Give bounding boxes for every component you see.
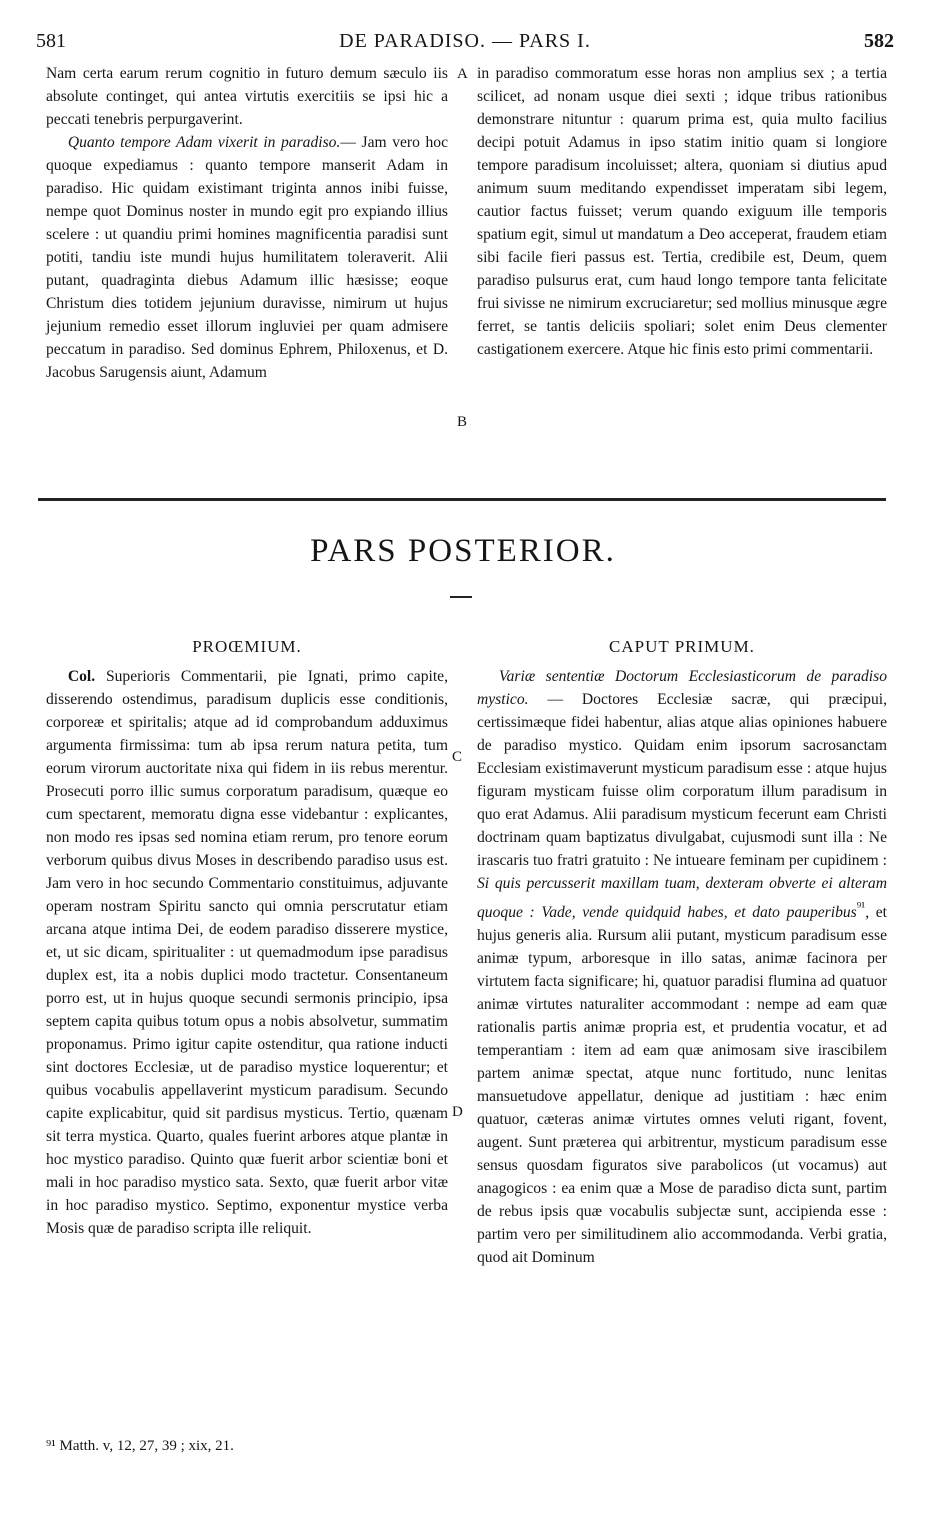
paragraph xyxy=(46,131,448,384)
footnote-reference: ⁹¹ xyxy=(856,899,866,914)
top-left-column xyxy=(46,62,448,384)
divider-rule xyxy=(38,498,886,501)
running-title: DE PARADISO. — PARS I. xyxy=(339,30,591,52)
paragraph-text: , et hujus generis alia. Rursum alii putant, mysticum paradisum esse animæ typum, arboresque in illo satas, animæ facinora per virtutem facta significare; hi, quatuor paradisi flumina ad quatuor animæ virtutes naturaliter accommodant : nempe ad eam quæ rationalis partis animæ propria est, et prudentia vocatur, et ad temperantiam : item ad eam quæ animosam sive irascibilem partem animæ spectat, atque nunc fortitudo, nunc lenitas mansuetudove appellatur, denique ad justitiam : hæc enim quatuor, cæteras animæ virtutes omnes veluti rigant, fovent, augent. Sunt præterea qui arbitrentur, mysticum paradisum esse sensus quosdam figuratos sive parabolicos (ut vocamus) aut anagogicos : ea enim quæ a Mose de paradiso dicta sunt, partim de rebus ipsis quæ vocabulis subjectæ sunt, accipienda esse : partim vero per similitudinem alio accommodanda. Verbi gratia, quod ait Dominum xyxy=(477,904,887,1267)
page-number-left: 581 xyxy=(36,30,66,52)
title-dash xyxy=(450,596,472,598)
paragraph: Nam certa earum rerum cognitio in futuro demum sæculo iis absolute continget, qui antea virtutis exercitiis se ipsi hic a peccati tenebris perpurgaverint. xyxy=(46,65,448,128)
part-title: PARS POSTERIOR. xyxy=(310,533,616,569)
margin-marker-b: B xyxy=(457,414,468,430)
section-heading: Quanto tempore Adam vixerit in paradiso. xyxy=(67,134,341,151)
paragraph-text: — Doctores Ecclesiæ sacræ, qui præcipui, certissimæque fidei habentur, alias atque alias opiniones habuere de paradiso mystico. Quidam enim ipsorum sacrosanctam Ecclesiam existimaverunt mysticum paradisum esse : atque hujus figuram mysticam fuisse olim corporatum illum paradisum in quo erat Adamus. Alii paradisum mysticum fecerunt eam Christi doctrinam quam baptizatus divulgabat, cujusmodi sunt illa : Ne irascaris tuo fratri gratuito : Ne intueare feminam per cupidinem : xyxy=(477,691,887,869)
bottom-left-column xyxy=(46,665,448,1240)
page-number-right: 582 xyxy=(864,30,894,52)
top-right-column xyxy=(477,62,887,361)
bottom-right-column xyxy=(477,665,887,1269)
paragraph-text: — Jam vero hoc quoque expediamus : quanto tempore manserit Adam in paradiso. Hic quidam existimant triginta annos inibi fuisse, nempe quot Dominus noster in mundo egit pro expiando illius scelere : ut quandiu primi homines magnificentia paradisi sunt potiti, tandiu iste mundi hujus humilitatem toleraverit. Alii putant, quadraginta diebus Adamum illic hæsisse; eoque Christum dies totidem jejunium duravisse, nimirum ut hujus jejunium remedio esset illorum ingluviei per quam admisere peccatum in paradiso. Sed dominus Ephrem, Philoxenus, et D. Jacobus Sarugensis aiunt, Adamum xyxy=(46,134,449,381)
col-marker: Col. xyxy=(67,668,96,685)
paragraph-text: Superioris Commentarii, pie Ignati, primo capite, disserendo ostendimus, paradisum duplicis esse conditionis, corporeæ et spiritalis; atque ad id comprobandum adduximus argumenta firmissima: tum ab ipsa rerum natura petita, tum eorum virorum auctoritate nixa qui fidem in iis rebus merentur. Prosecuti porro illic sumus corporatum paradisum, quæque eo cum spectarent, memoratu digna esse videbantur : explicantes, non modo res ipsas sed nomina etiam rerum, pro tenore eorum verborum quibus divus Moses in describendo paradiso usus est. Jam vero in hoc secundo Commentario constituimus, adjuvante operam nostram Spiritu sancto qui omnia perscrutatur etiam arcana atque intima Dei, de eodem paradiso disserere mystice, et, ut sic dicam, spiritualiter : ut quemadmodum ipse paradisus duplex est, ita a nobis duplici modo tractetur. Consentaneum porro est, ut in hujus quoque secundi sermonis principio, ipsa septem capita quibus totum opus a nobis absolvetur, summatim proponamus. Primo igitur capite ostenditur, qua ratione inducti sint doctores Ecclesiæ, ut de paradiso mystice loquerentur; et quibus vocabulis appellaverint mysticum paradisum. Secundo capite explicabitur, quid sit pardisus mysticus. Tertio, quænam sit terra mystica. Quarto, quales fuerint arbores atque plantæ in hoc mystico paradiso. Quinto quæ fuerit arbor scientiæ boni et mali in hoc paradiso mystico sata. Sexto, quæ fuerit arbor vitæ in hoc paradiso mystico. Septimo, exponentur mystice verba Mosis quæ de paradiso scripta ille reliquit. xyxy=(46,668,448,1237)
right-section-title: CAPUT PRIMUM. xyxy=(609,637,755,656)
scripture-quote: Si quis percusserit maxillam tuam, dexteram obverte ei alteram quoque : Vade, vende quidquid habes, et dato pauperibus xyxy=(477,875,887,922)
paragraph xyxy=(46,665,448,1240)
page-header xyxy=(36,30,894,60)
margin-marker-d: D xyxy=(452,1104,463,1120)
paragraph xyxy=(477,665,887,1269)
footnote: ⁹¹ Matth. v, 12, 27, 39 ; xix, 21. xyxy=(46,1438,234,1454)
margin-marker-c: C xyxy=(452,749,463,765)
chapter-heading: Variæ sententiæ Doctorum Ecclesiasticorum de paradiso mystico. xyxy=(477,668,887,708)
paragraph: in paradiso commoratum esse horas non amplius sex ; a tertia scilicet, ad nonam usque diei sexti ; idque tribus rationibus demonstrare nituntur : quarum prima est, quia multo facilius decipi potuit Adamus in ipso statim initio quam si longiore tempore paradisum incoluisset; altera, quoniam si diutius apud animum suum meditando expendisset imperatam sibi legem, cautior factus fuisset; verum quando exiguum ille temporis spatium egit, simul ut mandatum a Deo acceperat, fraudem etiam sibi facile fieri passus est. Tertia, credibile est, Deum, quem paradiso pulsurus erat, cum haud longo tempore tanta felicitate frui sivisse ne nimirum excruciaretur; sed mollius minusque ægre ferret, se tantis deliciis spoliari; solet enim Deus clementer castigationem exercere. Atque hic finis esto primi commentarii. xyxy=(477,65,887,358)
left-section-title: PROŒMIUM. xyxy=(192,637,302,656)
margin-marker-a: A xyxy=(457,66,468,82)
